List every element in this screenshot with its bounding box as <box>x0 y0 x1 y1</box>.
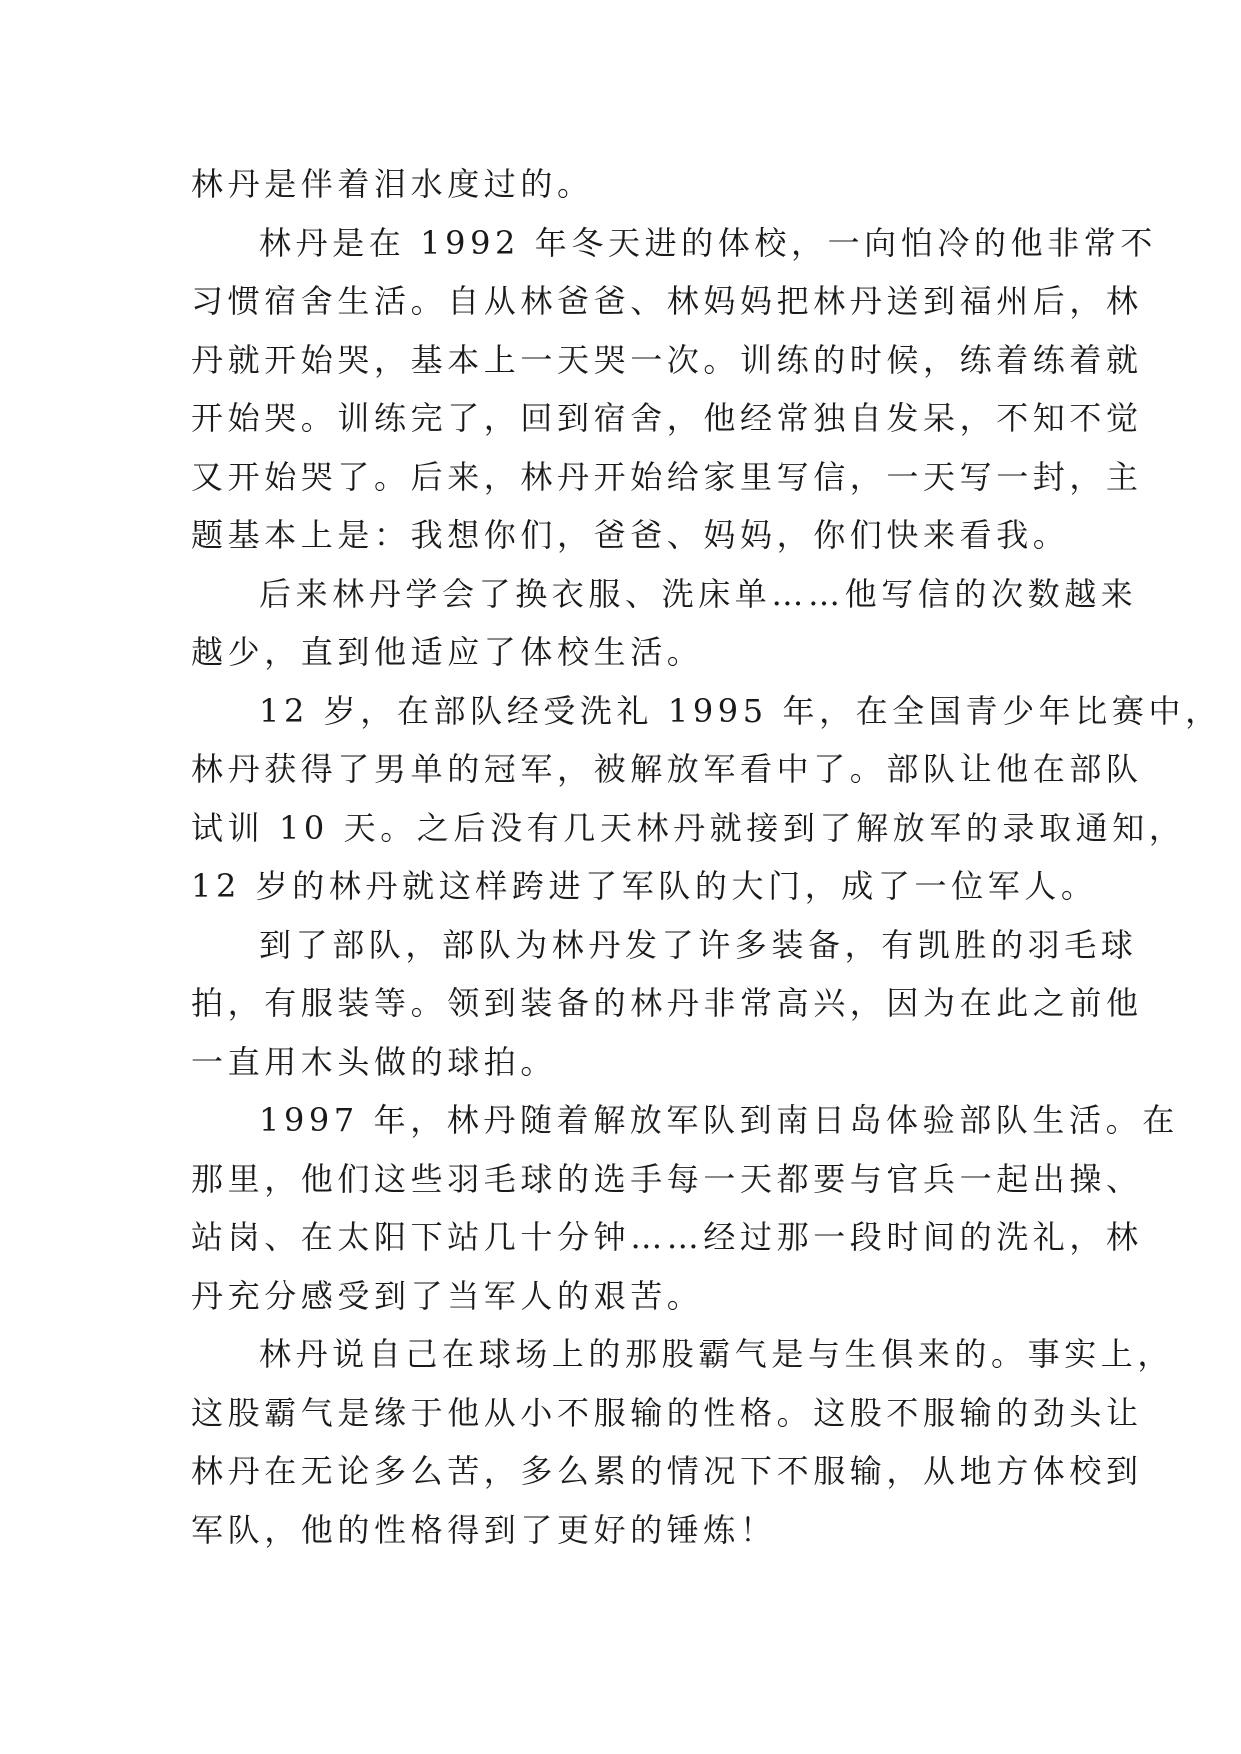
text-line: 站岗、在太阳下站几十分钟……经过那一段时间的洗礼，林 <box>191 1218 1143 1256</box>
text-line: 军队，他的性格得到了更好的锤炼！ <box>191 1510 777 1549</box>
text-line: 拍，有服装等。领到装备的林丹非常高兴，因为在此之前他 <box>191 984 1143 1022</box>
text-line: 越少，直到他适应了体校生活。 <box>191 633 704 671</box>
text-line: 习惯宿舍生活。自从林爸爸、林妈妈把林丹送到福州后，林 <box>191 282 1143 320</box>
text-line: 试训 10 天。之后没有几天林丹就接到了解放军的录取通知， <box>191 808 1186 847</box>
text-line: 林丹获得了男单的冠军，被解放军看中了。部队让他在部队 <box>191 750 1143 788</box>
text-line: 1997 年，林丹随着解放军队到南日岛体验部队生活。在 <box>259 1101 1179 1139</box>
text-line: 那里，他们这些羽毛球的选手每一天都要与官兵一起出操、 <box>191 1159 1143 1198</box>
text-line: 丹就开始哭，基本上一天哭一次。训练的时候，练着练着就 <box>191 340 1143 379</box>
text-line: 这股霸气是缘于他从小不服输的性格。这股不服输的劲头让 <box>191 1393 1143 1432</box>
text-line: 林丹是在 1992 年冬天进的体校，一向怕冷的他非常不 <box>259 223 1157 262</box>
text-line: 开始哭。训练完了，回到宿舍，他经常独自发呆，不知不觉 <box>191 399 1143 437</box>
text-line: 到了部队，部队为林丹发了许多装备，有凯胜的羽毛球 <box>259 925 1138 964</box>
article-body <box>191 155 1222 1559</box>
text-line: 一直用木头做的球拍。 <box>191 1042 558 1081</box>
text-line: 又开始哭了。后来，林丹开始给家里写信，一天写一封，主 <box>191 457 1143 496</box>
text-line: 林丹说自己在球场上的那股霸气是与生俱来的。事实上， <box>259 1335 1175 1373</box>
text-line: 12 岁，在部队经受洗礼 1995 年，在全国青少年比赛中， <box>259 691 1222 730</box>
text-line: 丹充分感受到了当军人的艰苦。 <box>191 1276 704 1315</box>
text-line: 题基本上是：我想你们，爸爸、妈妈，你们快来看我。 <box>191 516 1070 554</box>
text-line: 林丹在无论多么苦，多么累的情况下不服输，从地方体校到 <box>191 1452 1143 1490</box>
text-line: 林丹是伴着泪水度过的。 <box>191 165 594 203</box>
text-line: 后来林丹学会了换衣服、洗床单……他写信的次数越来 <box>259 574 1138 613</box>
text-line: 12 岁的林丹就这样跨进了军队的大门，成了一位军人。 <box>191 867 1098 905</box>
